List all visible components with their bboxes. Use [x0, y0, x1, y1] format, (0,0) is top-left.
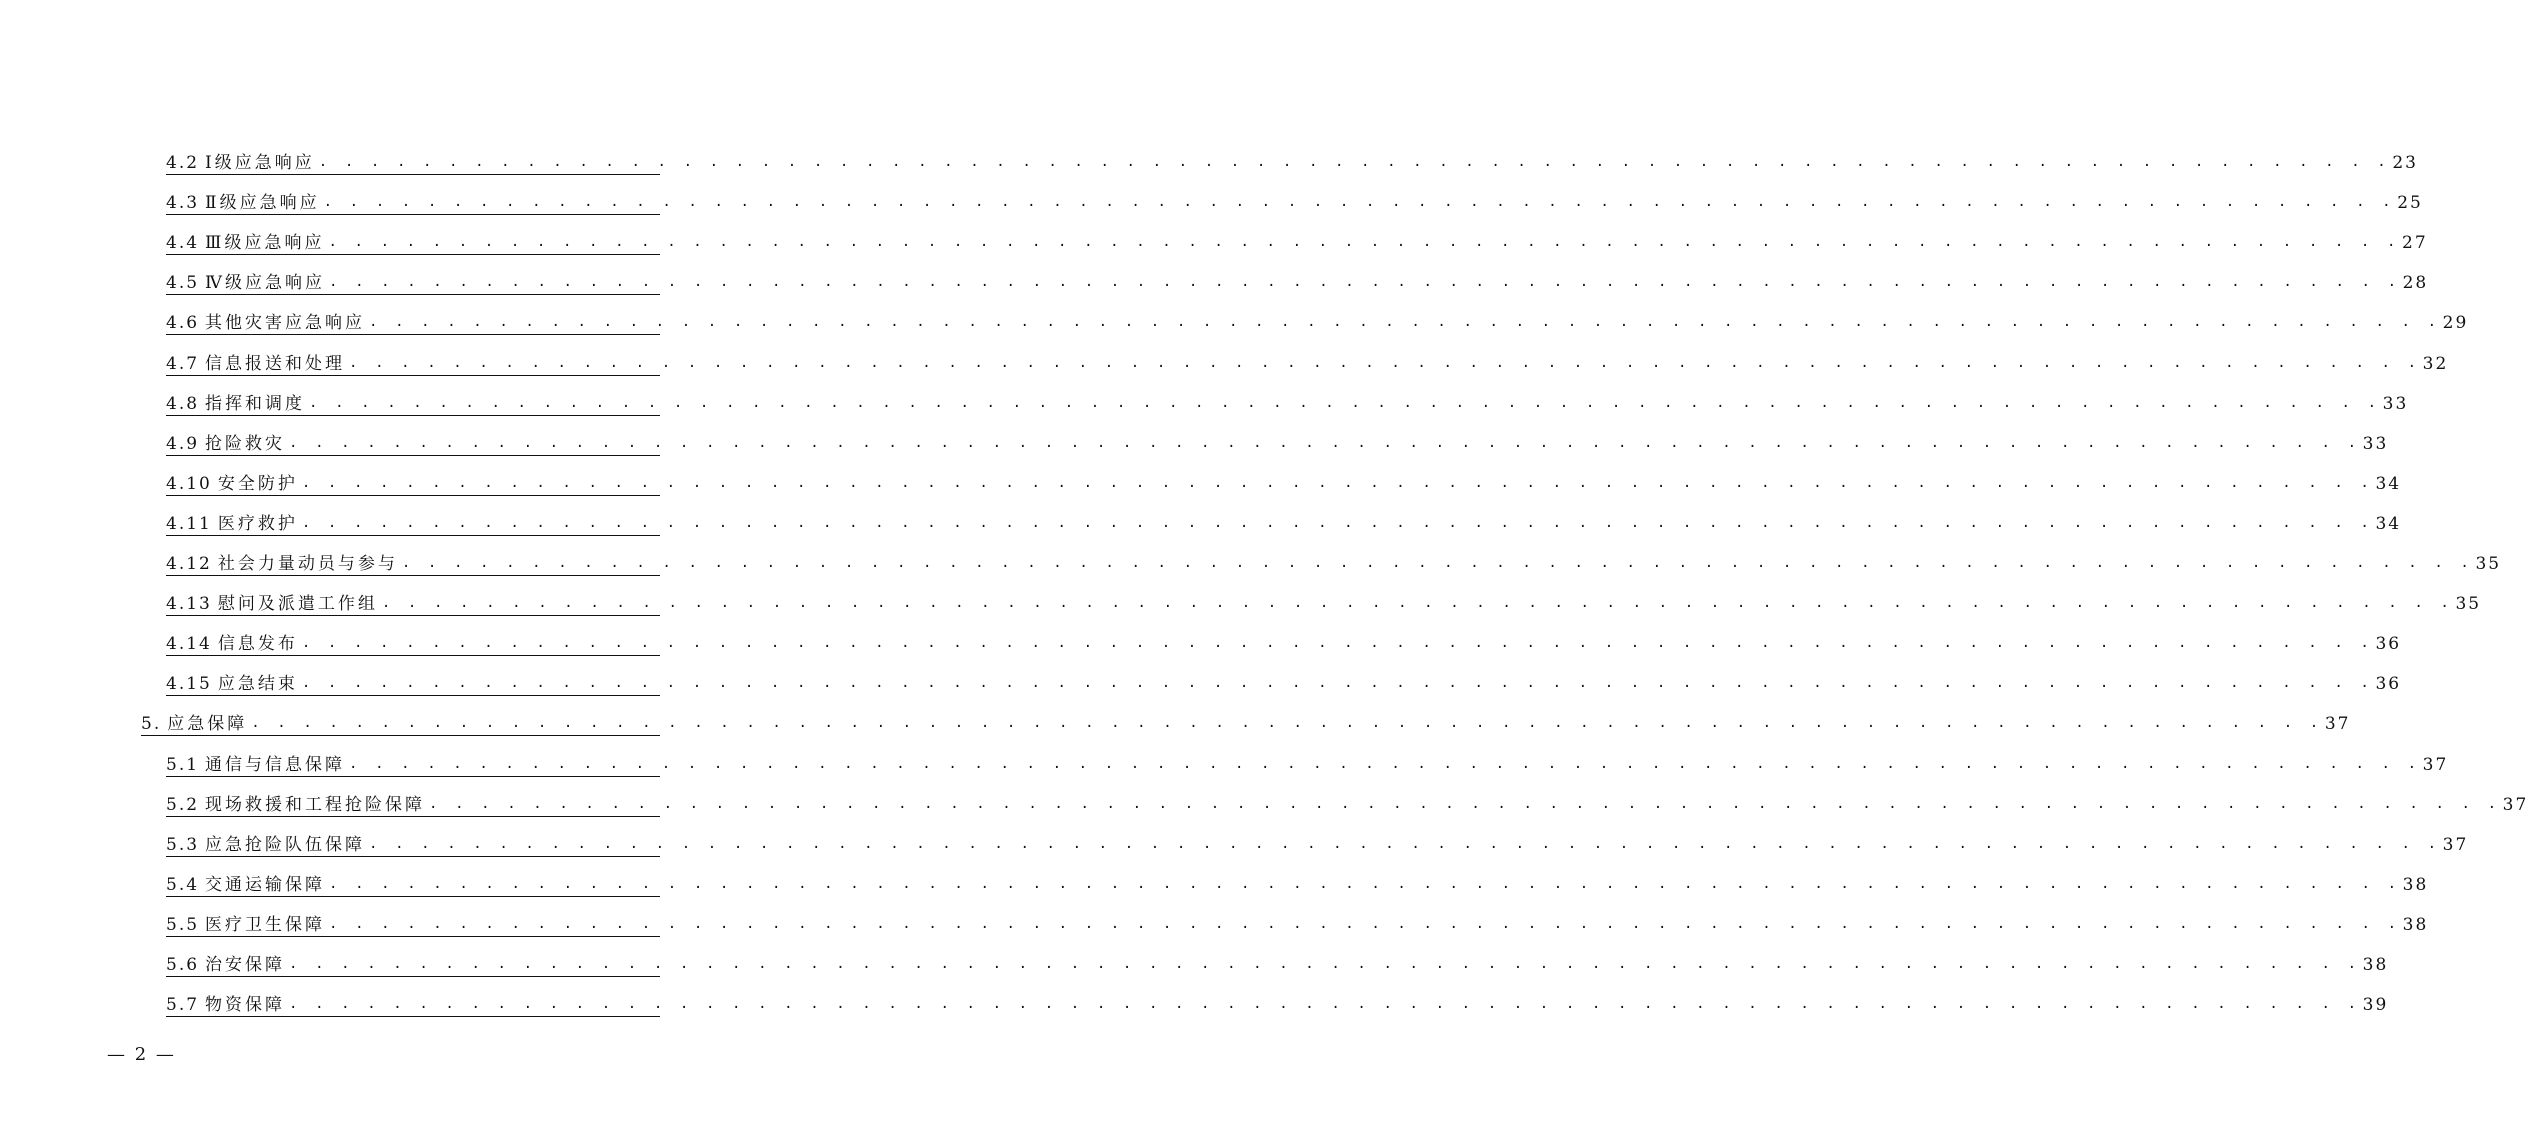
toc-entry[interactable]: [166, 308, 2469, 335]
toc-entry-page: 27: [2402, 233, 2428, 254]
toc-entry[interactable]: [166, 469, 2402, 496]
dot-leader: . . . . . . . . . . . . . . . . . . . . . . . . . . . . . . . . . . . . . . . . . . . . . . . . . . . . . . . . . . . . . . . . . . . . . . . . . . . . . . . .: [318, 154, 2391, 170]
toc-entry-page: 38: [2402, 914, 2429, 935]
toc-entry-number: 5.6: [166, 955, 200, 975]
dot-leader: . . . . . . . . . . . . . . . . . . . . . . . . . . . . . . . . . . . . . . . . . . . . . . . . . . . . . . . . . . . . . . . . . . . . . . . . . . . . . . . .: [301, 514, 2374, 531]
toc-entry-page: 37: [2324, 714, 2351, 735]
toc-entry-title: Ⅳ级应急响应: [205, 273, 326, 294]
toc-entry-title: Ⅱ级应急响应: [205, 193, 320, 214]
toc-entry-number: 4.15: [166, 674, 212, 695]
toc-entry[interactable]: [166, 830, 2469, 857]
toc-entry[interactable]: [166, 589, 2482, 616]
toc-entry-title: 抢险救灾: [205, 433, 286, 454]
toc-entry-title: 慰问及派遣工作组: [217, 594, 378, 615]
toc-entry[interactable]: [166, 990, 2389, 1017]
toc-entry-number: 4.3: [166, 193, 200, 214]
toc-entry-title: 医疗卫生保障: [205, 914, 326, 935]
toc-entry[interactable]: [166, 549, 2502, 576]
toc-entry-title: 信息报送和处理: [205, 353, 346, 374]
toc-entry-title: 交通运输保障: [205, 874, 326, 895]
toc-entry-number: 5.5: [166, 914, 200, 935]
toc-entry[interactable]: [166, 268, 2429, 295]
toc-entry[interactable]: [166, 228, 2428, 255]
dot-leader: . . . . . . . . . . . . . . . . . . . . . . . . . . . . . . . . . . . . . . . . . . . . . . . . . . . . . . . . . . . . . . . . . . . . . . . . . . . . . . . .: [349, 354, 2421, 371]
toc-entry-page: 33: [2382, 393, 2409, 414]
toc-entry-page: 28: [2402, 273, 2429, 294]
toc-entry[interactable]: [166, 148, 2418, 175]
toc-entry-number: 4.8: [166, 393, 200, 414]
dot-leader: . . . . . . . . . . . . . . . . . . . . . . . . . . . . . . . . . . . . . . . . . . . . . . . . . . . . . . . . . . . . . . . . . . . . . . . . . . . . . . . .: [369, 835, 2441, 852]
toc-entry-title: 通信与信息保障: [205, 754, 346, 775]
toc-entry-title: 应急结束: [217, 674, 298, 695]
toc-entry-number: 4.2: [166, 153, 200, 173]
toc-entry[interactable]: [166, 750, 2449, 777]
toc-entry-page: 29: [2442, 313, 2469, 334]
dot-leader: . . . . . . . . . . . . . . . . . . . . . . . . . . . . . . . . . . . . . . . . . . . . . . . . . . . . . . . . . . . . . . . . . . . . . . . . . . . . . . . .: [301, 474, 2374, 491]
toc-entry-title: 其他灾害应急响应: [205, 313, 366, 334]
dot-leader: . . . . . . . . . . . . . . . . . . . . . . . . . . . . . . . . . . . . . . . . . . . . . . . . . . . . . . . . . . . . . . . . . . . . . . . . . . . . . . . .: [329, 875, 2401, 892]
toc-entry-title: 应急保障: [167, 714, 248, 735]
toc-entry-number: 4.5: [166, 273, 200, 294]
dot-leader: . . . . . . . . . . . . . . . . . . . . . . . . . . . . . . . . . . . . . . . . . . . . . . . . . . . . . . . . . . . . . . . . . . . . . . . . . . . . . . . .: [381, 595, 2454, 612]
toc-entry-number: 5.2: [166, 794, 200, 815]
toc-entry[interactable]: [166, 950, 2389, 977]
dot-leader: . . . . . . . . . . . . . . . . . . . . . . . . . . . . . . . . . . . . . . . . . . . . . . . . . . . . . . . . . . . . . . . . . . . . . . . . . . . . . . . .: [251, 715, 2323, 732]
toc-entry-page: 34: [2375, 473, 2402, 494]
toc-entry-title: Ⅲ级应急响应: [205, 233, 325, 254]
toc-entry-page: 34: [2375, 513, 2402, 534]
toc-entry[interactable]: [166, 910, 2429, 937]
toc-entry-number: 4.7: [166, 353, 200, 374]
toc-entry-page: 35: [2455, 594, 2482, 615]
toc-entry[interactable]: [166, 349, 2449, 376]
toc-entry-number: 4.4: [166, 233, 200, 254]
toc-entry-title: 物资保障: [205, 995, 286, 1016]
toc-entry-page: 38: [2362, 955, 2389, 975]
dot-leader: . . . . . . . . . . . . . . . . . . . . . . . . . . . . . . . . . . . . . . . . . . . . . . . . . . . . . . . . . . . . . . . . . . . . . . . . . . . . . . . .: [329, 915, 2401, 932]
toc-entry-page: 36: [2375, 674, 2402, 695]
toc-entry-title: 治安保障: [205, 955, 286, 975]
toc-entry[interactable]: [166, 509, 2402, 536]
toc-entry-number: 4.13: [166, 594, 212, 615]
dot-leader: . . . . . . . . . . . . . . . . . . . . . . . . . . . . . . . . . . . . . . . . . . . . . . . . . . . . . . . . . . . . . . . . . . . . . . . . . . . . . . . .: [289, 434, 2361, 451]
toc-entry-number: 5.: [141, 714, 162, 735]
toc-entry-title: 指挥和调度: [205, 393, 306, 414]
toc-entry-number: 5.1: [166, 754, 200, 775]
toc-entry[interactable]: [166, 629, 2402, 656]
dot-leader: . . . . . . . . . . . . . . . . . . . . . . . . . . . . . . . . . . . . . . . . . . . . . . . . . . . . . . . . . . . . . . . . . . . . . . . . . . . . . . . .: [289, 996, 2361, 1013]
toc-entry-title: 应急抢险队伍保障: [205, 834, 366, 855]
toc-entry-page: 23: [2392, 153, 2418, 173]
toc-entry-title: 医疗救护: [217, 513, 298, 534]
page-number-footer: — 2 —: [107, 1044, 176, 1065]
toc-entry-page: 35: [2475, 554, 2502, 574]
dot-leader: . . . . . . . . . . . . . . . . . . . . . . . . . . . . . . . . . . . . . . . . . . . . . . . . . . . . . . . . . . . . . . . . . . . . . . . . . . . . . . . .: [401, 555, 2474, 571]
dot-leader: . . . . . . . . . . . . . . . . . . . . . . . . . . . . . . . . . . . . . . . . . . . . . . . . . . . . . . . . . . . . . . . . . . . . . . . . . . . . . . . .: [301, 675, 2374, 692]
toc-entry-title: 安全防护: [217, 473, 298, 494]
toc-entry-page: 37: [2422, 754, 2449, 775]
toc-entry-title: 信息发布: [217, 634, 298, 655]
toc-entry-title: Ⅰ级应急响应: [205, 153, 315, 173]
dot-leader: . . . . . . . . . . . . . . . . . . . . . . . . . . . . . . . . . . . . . . . . . . . . . . . . . . . . . . . . . . . . . . . . . . . . . . . . . . . . . . . .: [329, 274, 2401, 291]
toc-entry-title: 社会力量动员与参与: [217, 554, 398, 574]
toc-entry[interactable]: [166, 389, 2409, 416]
toc-entry-page: 33: [2362, 433, 2389, 454]
toc-entry-number: 4.14: [166, 634, 212, 655]
toc-entry-number: 4.6: [166, 313, 200, 334]
toc-entry-number: 4.9: [166, 433, 200, 454]
toc-entry-number: 5.4: [166, 874, 200, 895]
toc-entry-number: 4.11: [166, 513, 212, 534]
toc-entry[interactable]: [166, 188, 2423, 215]
toc-entry[interactable]: [166, 669, 2402, 696]
dot-leader: . . . . . . . . . . . . . . . . . . . . . . . . . . . . . . . . . . . . . . . . . . . . . . . . . . . . . . . . . . . . . . . . . . . . . . . . . . . . . . . .: [429, 795, 2501, 812]
toc-entry[interactable]: [166, 429, 2389, 456]
toc-entry-page: 37: [2442, 834, 2469, 855]
dot-leader: . . . . . . . . . . . . . . . . . . . . . . . . . . . . . . . . . . . . . . . . . . . . . . . . . . . . . . . . . . . . . . . . . . . . . . . . . . . . . . . .: [323, 194, 2396, 211]
toc-entry-number: 5.7: [166, 995, 200, 1016]
dot-leader: . . . . . . . . . . . . . . . . . . . . . . . . . . . . . . . . . . . . . . . . . . . . . . . . . . . . . . . . . . . . . . . . . . . . . . . . . . . . . . . .: [301, 635, 2374, 652]
toc-entry[interactable]: [166, 870, 2429, 897]
toc-entry-page: 25: [2397, 193, 2423, 214]
toc-entry-page: 32: [2422, 353, 2449, 374]
toc-entry-page: 36: [2375, 634, 2402, 655]
dot-leader: . . . . . . . . . . . . . . . . . . . . . . . . . . . . . . . . . . . . . . . . . . . . . . . . . . . . . . . . . . . . . . . . . . . . . . . . . . . . . . . .: [289, 956, 2361, 972]
toc-entry[interactable]: [141, 709, 2351, 736]
toc-entry-title: 现场救援和工程抢险保障: [205, 794, 426, 815]
toc-entry-page: 37: [2502, 794, 2528, 815]
dot-leader: . . . . . . . . . . . . . . . . . . . . . . . . . . . . . . . . . . . . . . . . . . . . . . . . . . . . . . . . . . . . . . . . . . . . . . . . . . . . . . . .: [369, 314, 2441, 331]
toc-entry-number: 5.3: [166, 834, 200, 855]
toc-entry[interactable]: [166, 790, 2528, 817]
dot-leader: . . . . . . . . . . . . . . . . . . . . . . . . . . . . . . . . . . . . . . . . . . . . . . . . . . . . . . . . . . . . . . . . . . . . . . . . . . . . . . . .: [328, 234, 2401, 251]
toc-entry-page: 39: [2362, 995, 2389, 1016]
toc-entry-number: 4.10: [166, 473, 212, 494]
dot-leader: . . . . . . . . . . . . . . . . . . . . . . . . . . . . . . . . . . . . . . . . . . . . . . . . . . . . . . . . . . . . . . . . . . . . . . . . . . . . . . . .: [349, 755, 2421, 772]
toc-entry-number: 4.12: [166, 554, 212, 574]
dot-leader: . . . . . . . . . . . . . . . . . . . . . . . . . . . . . . . . . . . . . . . . . . . . . . . . . . . . . . . . . . . . . . . . . . . . . . . . . . . . . . . .: [309, 394, 2381, 411]
toc-entry-page: 38: [2402, 874, 2429, 895]
